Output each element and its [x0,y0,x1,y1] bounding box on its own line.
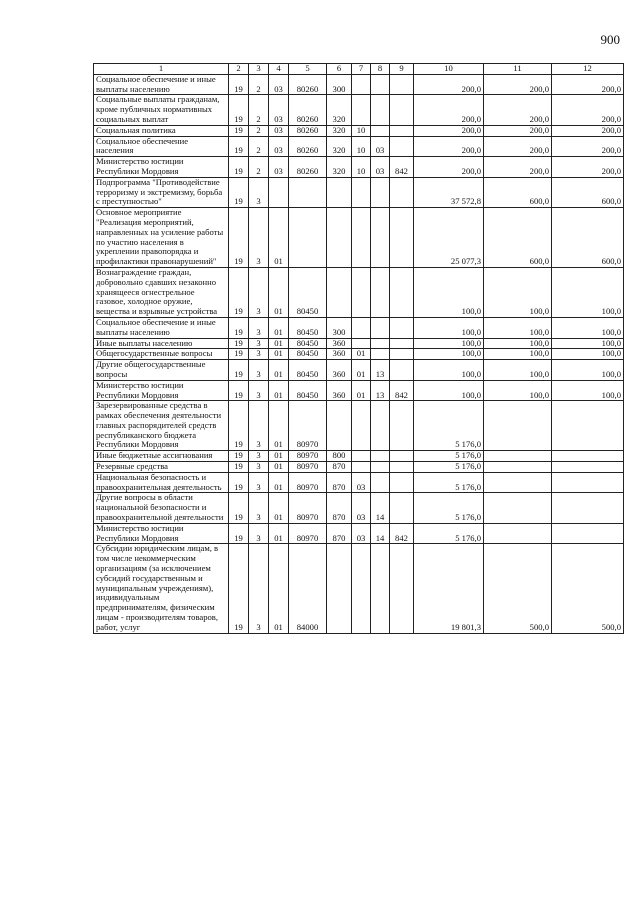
cell-code-5: 80970 [289,493,327,523]
cell-amount-10: 100,0 [414,349,484,360]
cell-amount-11: 600,0 [484,208,552,268]
cell-code-5: 80970 [289,401,327,451]
cell-name: Министерство юстиции Республики Мордовия [94,380,229,401]
cell-code-3: 3 [249,472,269,493]
cell-code-2: 19 [229,360,249,381]
cell-code-6 [327,401,352,451]
column-header: 7 [352,64,371,75]
cell-code-3: 3 [249,360,269,381]
cell-code-9 [390,462,414,473]
cell-amount-10: 5 176,0 [414,493,484,523]
cell-code-9 [390,136,414,157]
cell-code-5: 80260 [289,125,327,136]
column-header: 11 [484,64,552,75]
cell-code-2: 19 [229,544,249,633]
cell-code-8 [371,177,390,207]
table-row [94,95,624,125]
cell-code-4: 01 [269,472,289,493]
cell-code-2: 19 [229,349,249,360]
cell-code-2: 19 [229,523,249,544]
cell-code-2: 19 [229,380,249,401]
cell-code-6 [327,544,352,633]
cell-code-5: 80450 [289,360,327,381]
cell-amount-11: 200,0 [484,125,552,136]
cell-name: Вознаграждение граждан, добровольно сдавших незаконно хранящееся огнестрельное газовое, холодное оружие, вещества и взрывные устройства [94,267,229,317]
cell-code-9: 842 [390,157,414,178]
cell-name: Национальная безопасность и правоохранительная деятельность [94,472,229,493]
cell-code-2: 19 [229,493,249,523]
cell-code-8 [371,472,390,493]
cell-code-9 [390,544,414,633]
cell-code-7: 01 [352,349,371,360]
cell-amount-11 [484,493,552,523]
table-row [94,493,624,523]
cell-code-7 [352,462,371,473]
cell-amount-10: 200,0 [414,95,484,125]
cell-code-8 [371,401,390,451]
cell-code-3: 3 [249,451,269,462]
cell-code-5: 80970 [289,472,327,493]
cell-amount-12 [552,523,624,544]
cell-code-6: 870 [327,523,352,544]
cell-code-8: 14 [371,493,390,523]
cell-code-9 [390,95,414,125]
cell-amount-12: 600,0 [552,177,624,207]
header-row [94,64,624,75]
cell-code-6: 870 [327,462,352,473]
cell-code-2: 19 [229,125,249,136]
cell-code-3: 3 [249,208,269,268]
cell-code-4: 03 [269,125,289,136]
cell-code-3: 3 [249,544,269,633]
column-header: 1 [94,64,229,75]
column-header: 6 [327,64,352,75]
cell-amount-12: 200,0 [552,95,624,125]
cell-code-7 [352,338,371,349]
cell-code-4: 01 [269,493,289,523]
cell-amount-11: 100,0 [484,267,552,317]
cell-code-9: 842 [390,523,414,544]
cell-amount-12 [552,462,624,473]
table-row [94,472,624,493]
cell-code-4: 03 [269,74,289,95]
table-row [94,401,624,451]
cell-code-3: 2 [249,95,269,125]
cell-code-3: 3 [249,177,269,207]
cell-amount-12: 100,0 [552,338,624,349]
table-row [94,360,624,381]
cell-code-7: 01 [352,360,371,381]
cell-code-6 [327,177,352,207]
cell-name: Иные выплаты населению [94,338,229,349]
column-header: 12 [552,64,624,75]
cell-name: Социальное обеспечение населения [94,136,229,157]
cell-name: Резервные средства [94,462,229,473]
cell-code-6: 360 [327,349,352,360]
cell-name: Иные бюджетные ассигнования [94,451,229,462]
budget-table-body [94,64,624,634]
cell-code-6: 360 [327,360,352,381]
cell-code-2: 19 [229,338,249,349]
table-row [94,157,624,178]
cell-code-7: 10 [352,125,371,136]
cell-amount-11: 200,0 [484,95,552,125]
cell-code-5: 80260 [289,74,327,95]
cell-code-2: 19 [229,401,249,451]
cell-code-2: 19 [229,177,249,207]
cell-code-9 [390,349,414,360]
cell-code-6: 360 [327,338,352,349]
cell-amount-10: 100,0 [414,360,484,381]
cell-code-9 [390,493,414,523]
cell-code-5 [289,177,327,207]
cell-code-7: 03 [352,472,371,493]
cell-code-2: 19 [229,451,249,462]
cell-amount-10: 200,0 [414,157,484,178]
cell-code-8 [371,544,390,633]
cell-code-6: 870 [327,493,352,523]
cell-amount-11: 200,0 [484,74,552,95]
cell-code-2: 19 [229,472,249,493]
cell-code-5: 80450 [289,349,327,360]
cell-code-3: 2 [249,74,269,95]
cell-amount-10: 200,0 [414,125,484,136]
cell-code-8 [371,338,390,349]
cell-code-6: 360 [327,380,352,401]
cell-amount-11 [484,472,552,493]
cell-code-9 [390,451,414,462]
cell-amount-12: 600,0 [552,208,624,268]
cell-code-7 [352,95,371,125]
cell-amount-11: 100,0 [484,360,552,381]
column-header: 9 [390,64,414,75]
cell-code-5: 80450 [289,317,327,338]
cell-code-5: 80970 [289,451,327,462]
cell-code-5: 84000 [289,544,327,633]
cell-code-7 [352,208,371,268]
cell-code-3: 2 [249,136,269,157]
cell-name: Социальное обеспечение и иные выплаты населению [94,74,229,95]
cell-code-7: 10 [352,157,371,178]
cell-code-7 [352,177,371,207]
table-row [94,74,624,95]
cell-amount-10: 5 176,0 [414,451,484,462]
cell-code-6: 320 [327,136,352,157]
column-header: 2 [229,64,249,75]
cell-name: Другие вопросы в области национальной безопасности и правоохранительной деятельности [94,493,229,523]
budget-table [93,63,624,634]
cell-code-4: 03 [269,136,289,157]
cell-amount-12 [552,472,624,493]
cell-code-7 [352,317,371,338]
cell-code-9 [390,177,414,207]
cell-code-6: 320 [327,157,352,178]
cell-code-4: 01 [269,338,289,349]
cell-amount-10: 100,0 [414,267,484,317]
cell-code-4: 01 [269,401,289,451]
table-row [94,136,624,157]
cell-code-7 [352,267,371,317]
cell-code-8 [371,74,390,95]
table-row [94,380,624,401]
cell-code-3: 3 [249,493,269,523]
cell-code-8: 03 [371,157,390,178]
column-header: 10 [414,64,484,75]
cell-code-9 [390,317,414,338]
cell-amount-11: 100,0 [484,338,552,349]
cell-amount-12: 200,0 [552,136,624,157]
cell-code-4: 01 [269,360,289,381]
cell-amount-12: 100,0 [552,267,624,317]
cell-amount-12: 200,0 [552,74,624,95]
cell-amount-11 [484,523,552,544]
cell-code-8 [371,267,390,317]
cell-code-3: 3 [249,462,269,473]
cell-code-4: 01 [269,462,289,473]
cell-code-6: 870 [327,472,352,493]
cell-code-4: 01 [269,523,289,544]
cell-amount-10: 5 176,0 [414,472,484,493]
page-number: 900 [600,32,620,47]
cell-code-7: 10 [352,136,371,157]
cell-code-9 [390,267,414,317]
cell-amount-10: 5 176,0 [414,401,484,451]
cell-amount-10: 37 572,8 [414,177,484,207]
cell-name: Зарезервированные средства в рамках обеспечения деятельности главных распорядителей средств республиканского бюджета Республики Мордовия [94,401,229,451]
cell-code-5: 80450 [289,267,327,317]
cell-code-9 [390,472,414,493]
cell-code-3: 3 [249,523,269,544]
cell-amount-10: 200,0 [414,74,484,95]
cell-code-5: 80260 [289,157,327,178]
cell-code-9 [390,360,414,381]
cell-code-3: 3 [249,338,269,349]
cell-code-4: 03 [269,157,289,178]
cell-code-2: 19 [229,74,249,95]
cell-code-8 [371,349,390,360]
column-header: 3 [249,64,269,75]
cell-code-9 [390,74,414,95]
cell-code-8 [371,462,390,473]
cell-code-3: 3 [249,267,269,317]
cell-code-4: 01 [269,208,289,268]
cell-code-4: 01 [269,544,289,633]
cell-code-6 [327,208,352,268]
cell-amount-11: 200,0 [484,157,552,178]
cell-amount-12: 200,0 [552,125,624,136]
cell-code-7 [352,74,371,95]
cell-code-8 [371,317,390,338]
cell-amount-11: 100,0 [484,380,552,401]
cell-code-8: 13 [371,380,390,401]
table-row [94,544,624,633]
table-row [94,208,624,268]
cell-code-3: 2 [249,157,269,178]
cell-amount-11 [484,462,552,473]
cell-code-6 [327,267,352,317]
cell-code-3: 3 [249,401,269,451]
cell-amount-11: 500,0 [484,544,552,633]
cell-amount-11: 100,0 [484,317,552,338]
cell-code-5: 80260 [289,95,327,125]
cell-amount-10: 5 176,0 [414,462,484,473]
cell-code-4: 01 [269,349,289,360]
cell-code-4: 03 [269,95,289,125]
cell-code-5: 80450 [289,338,327,349]
cell-name: Министерство юстиции Республики Мордовия [94,523,229,544]
cell-code-9: 842 [390,380,414,401]
cell-amount-10: 100,0 [414,317,484,338]
cell-code-7: 03 [352,523,371,544]
cell-code-4: 01 [269,317,289,338]
cell-name: Субсидии юридическим лицам, в том числе некоммерческим организациям (за исключением субсидий государственным и муниципальным учреждениям), индивидуальным предпринимателям, физическим лицам - производителям товаров, работ, услуг [94,544,229,633]
cell-amount-12 [552,451,624,462]
cell-amount-10: 100,0 [414,380,484,401]
cell-amount-11: 100,0 [484,349,552,360]
cell-name: Основное мероприятие "Реализация мероприятий, направленных на усиление работы по участию населения в укреплении правопорядка и профилактики правонарушений" [94,208,229,268]
cell-code-5: 80970 [289,523,327,544]
cell-code-5 [289,208,327,268]
table-row [94,349,624,360]
table-row [94,177,624,207]
table-row [94,462,624,473]
cell-code-5: 80450 [289,380,327,401]
cell-code-8 [371,208,390,268]
table-row [94,125,624,136]
table-row [94,523,624,544]
cell-code-5: 80260 [289,136,327,157]
cell-amount-12: 100,0 [552,317,624,338]
cell-code-2: 19 [229,208,249,268]
cell-amount-12: 100,0 [552,380,624,401]
cell-amount-12: 200,0 [552,157,624,178]
cell-code-6: 300 [327,317,352,338]
cell-name: Социальное обеспечение и иные выплаты населению [94,317,229,338]
cell-amount-11 [484,451,552,462]
cell-code-8 [371,95,390,125]
cell-name: Министерство юстиции Республики Мордовия [94,157,229,178]
cell-code-8 [371,125,390,136]
cell-amount-12: 100,0 [552,349,624,360]
cell-code-3: 2 [249,125,269,136]
cell-code-4: 01 [269,451,289,462]
table-row [94,267,624,317]
cell-name: Другие общегосударственные вопросы [94,360,229,381]
cell-code-7: 01 [352,380,371,401]
cell-code-6: 300 [327,74,352,95]
cell-code-6: 320 [327,125,352,136]
cell-code-2: 19 [229,95,249,125]
table-row [94,338,624,349]
cell-code-4: 01 [269,380,289,401]
table-row [94,451,624,462]
cell-amount-10: 200,0 [414,136,484,157]
cell-amount-11: 200,0 [484,136,552,157]
cell-amount-12 [552,401,624,451]
cell-amount-10: 5 176,0 [414,523,484,544]
cell-amount-10: 19 801,3 [414,544,484,633]
cell-code-3: 3 [249,380,269,401]
column-header: 4 [269,64,289,75]
cell-amount-11: 600,0 [484,177,552,207]
cell-name: Социальная политика [94,125,229,136]
cell-code-6: 800 [327,451,352,462]
cell-name: Общегосударственные вопросы [94,349,229,360]
cell-code-8: 13 [371,360,390,381]
cell-code-6: 320 [327,95,352,125]
cell-code-4: 01 [269,267,289,317]
cell-code-5: 80970 [289,462,327,473]
cell-amount-12: 100,0 [552,360,624,381]
cell-code-2: 19 [229,317,249,338]
cell-amount-11 [484,401,552,451]
cell-amount-12 [552,493,624,523]
cell-code-8 [371,451,390,462]
cell-code-9 [390,401,414,451]
cell-code-2: 19 [229,267,249,317]
cell-code-2: 19 [229,462,249,473]
cell-amount-12: 500,0 [552,544,624,633]
cell-code-7 [352,544,371,633]
cell-code-2: 19 [229,157,249,178]
cell-code-3: 3 [249,317,269,338]
cell-code-8: 03 [371,136,390,157]
cell-code-9 [390,125,414,136]
table-row [94,317,624,338]
cell-code-4 [269,177,289,207]
cell-code-7: 03 [352,493,371,523]
column-header: 5 [289,64,327,75]
cell-name: Социальные выплаты гражданам, кроме публичных нормативных социальных выплат [94,95,229,125]
cell-code-9 [390,338,414,349]
cell-code-3: 3 [249,349,269,360]
cell-code-2: 19 [229,136,249,157]
column-header: 8 [371,64,390,75]
cell-code-7 [352,401,371,451]
cell-amount-10: 25 077,3 [414,208,484,268]
cell-name: Подпрограмма "Противодействие терроризму и экстремизму, борьба с преступностью" [94,177,229,207]
cell-code-8: 14 [371,523,390,544]
cell-code-7 [352,451,371,462]
cell-code-9 [390,208,414,268]
cell-amount-10: 100,0 [414,338,484,349]
